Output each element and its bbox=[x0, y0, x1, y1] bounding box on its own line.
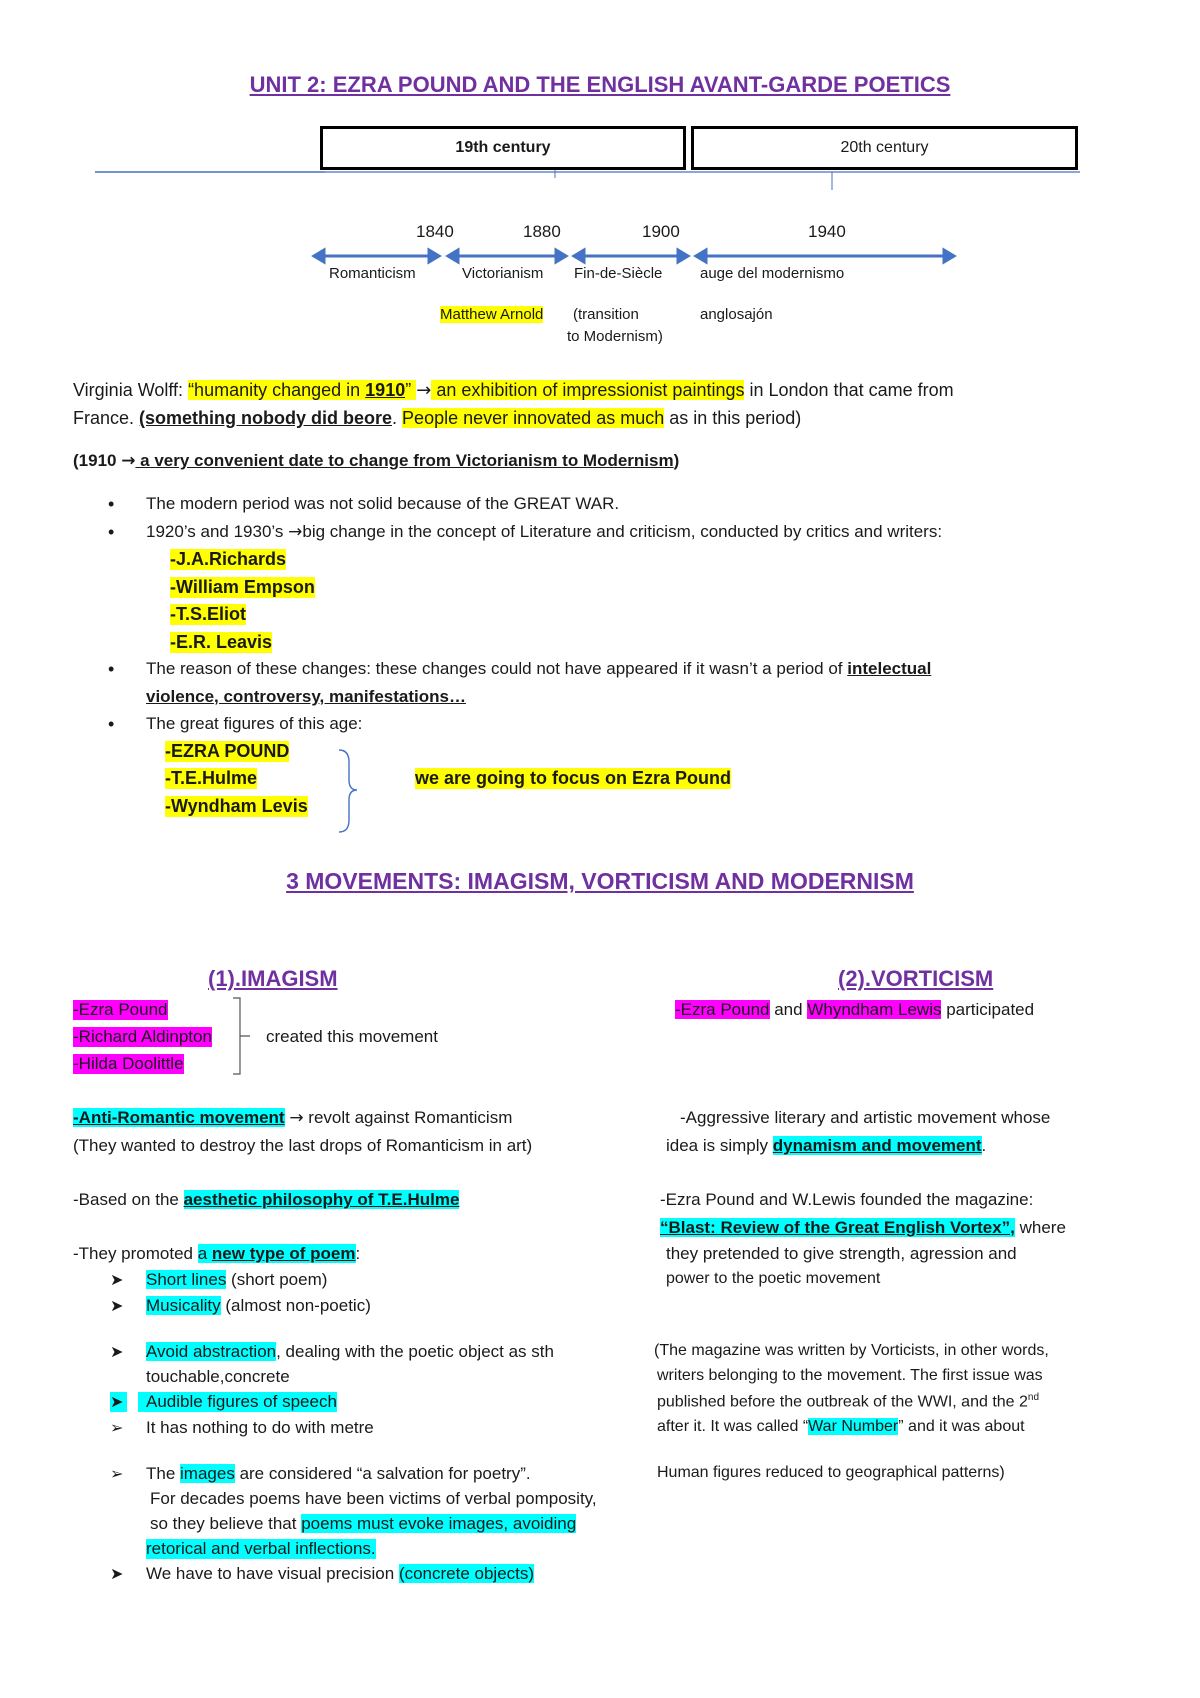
period-victorianism: Victorianism bbox=[462, 265, 544, 282]
feature-avoid-abstraction: Avoid abstraction, dealing with the poetic object as sth bbox=[146, 1342, 554, 1361]
figure-hulme: -T.E.Hulme bbox=[165, 768, 258, 788]
magazine-note-5: Human figures reduced to geographical patterns) bbox=[657, 1464, 1005, 1481]
anti-romantic-explanation: (They wanted to destroy the last drops of Romanticism in art) bbox=[73, 1136, 533, 1155]
founder-aldington: -Richard Aldinpton bbox=[73, 1027, 212, 1046]
year-1940: 1940 bbox=[808, 222, 846, 241]
feature-metre: It has nothing to do with metre bbox=[146, 1418, 374, 1437]
promoted-line: -They promoted a new type of poem: bbox=[73, 1244, 361, 1263]
movements-title: 3 MOVEMENTS: IMAGISM, VORTICISM AND MODERNISM bbox=[286, 868, 914, 894]
bullet-reason-line-1: The reason of these changes: these changes could not have appeared if it wasn’t a period of intelectual bbox=[146, 659, 932, 678]
feature-images-line-4: retorical and verbal inflections. bbox=[146, 1539, 376, 1558]
period-romanticism: Romanticism bbox=[329, 265, 416, 282]
critic-leavis: -E.R. Leavis bbox=[170, 632, 273, 652]
bullet-icon: • bbox=[108, 714, 115, 734]
arrowhead-bullet-icon: ➢ bbox=[110, 1466, 124, 1483]
arrowhead-bullet-icon: ➤ bbox=[110, 1298, 124, 1315]
feature-short-lines: Short lines (short poem) bbox=[146, 1270, 328, 1289]
founder-pound: -Ezra Pound bbox=[73, 1000, 168, 1019]
critic-eliot: -T.S.Eliot bbox=[170, 604, 246, 624]
vorticism-heading: (2).VORTICISM bbox=[838, 966, 994, 991]
figure-levis: -Wyndham Levis bbox=[165, 796, 308, 816]
matthew-arnold: Matthew Arnold bbox=[440, 306, 544, 323]
arrow-icon: → bbox=[416, 380, 432, 401]
vorticism-participants: -Ezra Pound and Whyndham Lewis participated bbox=[675, 1000, 1035, 1019]
arrow-icon: → bbox=[289, 1108, 304, 1128]
year-1900: 1900 bbox=[642, 222, 680, 241]
bullet-icon: • bbox=[108, 522, 115, 542]
intro-line-1: Virginia Wolff: “humanity changed in 1910” → an exhibition of impressionist paintings in London that came from bbox=[73, 380, 954, 401]
feature-images-line-1: The images are considered “a salvation for poetry”. bbox=[146, 1464, 531, 1483]
feature-avoid-abstraction-cont: touchable,concrete bbox=[146, 1367, 290, 1386]
magazine-line-4: power to the poetic movement bbox=[666, 1270, 881, 1287]
aggressive-line-2: idea is simply dynamism and movement. bbox=[666, 1136, 987, 1155]
feature-musicality: Musicality (almost non-poetic) bbox=[146, 1296, 371, 1315]
feature-visual-precision: We have to have visual precision (concrete objects) bbox=[146, 1564, 535, 1583]
brace-icon bbox=[335, 748, 365, 834]
aggressive-line-1: -Aggressive literary and artistic movement whose bbox=[680, 1108, 1051, 1127]
period-modernismo: auge del modernismo bbox=[700, 265, 845, 282]
founder-doolittle: -Hilda Doolittle bbox=[73, 1054, 184, 1073]
magazine-note-2: writers belonging to the movement. The first issue was bbox=[657, 1367, 1043, 1384]
arrowhead-bullet-icon: ➢ bbox=[110, 1420, 124, 1437]
magazine-line-1: -Ezra Pound and W.Lewis founded the magazine: bbox=[660, 1190, 1034, 1209]
critic-empson: -William Empson bbox=[170, 577, 315, 597]
page-title: UNIT 2: EZRA POUND AND THE ENGLISH AVANT-GARDE POETICS bbox=[249, 72, 951, 97]
bullet-icon: • bbox=[108, 494, 115, 514]
imagism-heading: (1).IMAGISM bbox=[208, 966, 338, 991]
focus-note: we are going to focus on Ezra Pound bbox=[415, 768, 732, 788]
feature-audible-figures: Audible figures of speech bbox=[138, 1392, 337, 1412]
magazine-line-3: they pretended to give strength, agression and bbox=[666, 1244, 1017, 1263]
magazine-note-1: (The magazine was written by Vorticists, in other words, bbox=[654, 1342, 1049, 1359]
based-on-line: -Based on the aesthetic philosophy of T.E.Hulme bbox=[73, 1190, 460, 1209]
arrow-icon: → bbox=[288, 522, 303, 542]
box-19th-century bbox=[320, 126, 686, 170]
arrowhead-bullet-icon: ➤ bbox=[110, 1392, 127, 1412]
year-1840: 1840 bbox=[416, 222, 454, 241]
intro-line-2: France. (something nobody did beore. People never innovated as much as in this period) bbox=[73, 408, 802, 428]
anti-romantic-line: -Anti-Romantic movement → revolt against Romanticism bbox=[73, 1108, 513, 1128]
bracket-icon bbox=[230, 996, 254, 1078]
box-20th-century bbox=[691, 126, 1078, 170]
bullet-great-war: The modern period was not solid because of the GREAT WAR. bbox=[146, 494, 620, 513]
critic-richards: -J.A.Richards bbox=[170, 549, 287, 569]
magazine-note-3: published before the outbreak of the WWI, and the 2nd bbox=[657, 1392, 1040, 1411]
arrowhead-bullet-icon: ➤ bbox=[110, 1272, 124, 1289]
bullet-1920s: 1920’s and 1930’s →big change in the concept of Literature and criticism, conducted by critics and writers: bbox=[146, 522, 943, 542]
bullet-icon: • bbox=[108, 659, 115, 679]
magazine-note-4: after it. It was called “War Number” and it was about bbox=[657, 1418, 1025, 1435]
intro-line-3: (1910 → a very convenient date to change from Victorianism to Modernism) bbox=[73, 451, 680, 471]
year-1880: 1880 bbox=[523, 222, 561, 241]
period-arrows bbox=[314, 250, 954, 262]
period-fin-de-siecle: Fin-de-Siècle bbox=[574, 265, 663, 282]
feature-images-line-2: For decades poems have been victims of verbal pomposity, bbox=[150, 1489, 597, 1508]
transition-line-2: to Modernism) bbox=[567, 328, 663, 345]
arrowhead-bullet-icon: ➤ bbox=[110, 1344, 124, 1361]
bullet-reason-line-2: violence, controversy, manifestations… bbox=[146, 687, 466, 706]
anglosajon-label: anglosajón bbox=[700, 306, 773, 323]
box-20th-century-label: 20th century bbox=[840, 139, 929, 156]
box-19th-century-label: 19th century bbox=[455, 139, 551, 156]
arrowhead-bullet-icon: ➤ bbox=[110, 1566, 124, 1583]
feature-images-line-3: so they believe that poems must evoke images, avoiding bbox=[150, 1514, 577, 1533]
arrow-icon: → bbox=[121, 451, 136, 471]
bullet-great-figures: The great figures of this age: bbox=[146, 714, 363, 733]
transition-line-1: (transition bbox=[573, 306, 639, 323]
magazine-line-2: “Blast: Review of the Great English Vortex”, where bbox=[660, 1218, 1066, 1237]
timeline-lines bbox=[0, 0, 1200, 340]
created-movement-note: created this movement bbox=[266, 1027, 438, 1046]
figure-pound: -EZRA POUND bbox=[165, 741, 290, 761]
